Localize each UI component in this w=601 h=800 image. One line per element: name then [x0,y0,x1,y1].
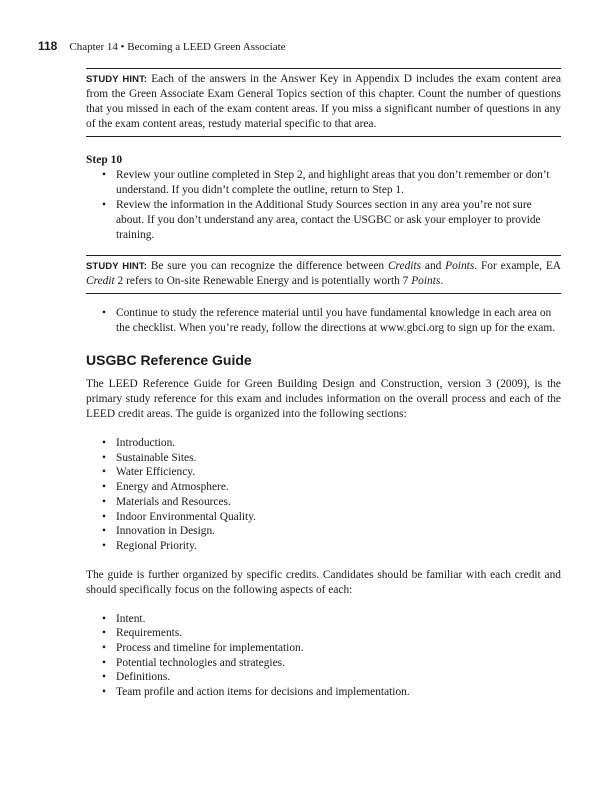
section-heading: USGBC Reference Guide [86,352,252,368]
list-item: • Review your outline completed in Step 2, and highlight areas that you don’t remember or don’t understand. If you didn’t complete the outline, return to Step 1. [102,169,550,196]
list-item: • Intent. [102,612,146,625]
bullet-icon: • [102,612,106,625]
bullet-icon: • [102,437,106,449]
bullet-icon: • [102,481,106,494]
list-item: • Process and timeline for implementation. [102,642,304,655]
paragraph-further: The guide is further organized by specific credits. Candidates should be familiar with each credit and should specifically focus on the following aspects of each: [86,568,561,596]
page-content [86,68,561,700]
step-bullet-list [86,168,561,243]
continue-bullet-list [86,306,561,336]
list-item: • Sustainable Sites. [102,451,197,464]
list-item: • Team profile and action items for decisions and implementation. [102,686,410,699]
list-item: • Energy and Atmosphere. [102,481,229,494]
study-hint-box-2: STUDY HINT: Be sure you can recognize the difference between Credits and Points. For example, EA Credit 2 refers to On-site Renewable Energy and is potentially worth 7 Points. [86,255,561,294]
bullet-icon: • [102,199,106,211]
bullet-icon: • [102,307,106,319]
bullet-icon: • [102,525,106,538]
bullet-icon: • [102,510,106,523]
bullet-icon: • [102,642,106,655]
list-item: • Continue to study the reference material until you have fundamental knowledge in each area on the checklist. When you’re ready, follow the directions at www.gbci.org to sign up for the exam. [102,307,556,334]
list-item: • Requirements. [102,627,183,640]
bullet-icon: • [102,627,106,640]
list-item: • Innovation in Design. [102,525,216,538]
list-item: • Materials and Resources. [102,495,231,508]
list-item: • Indoor Environmental Quality. [102,510,257,523]
bullet-icon: • [102,451,106,464]
running-header [38,39,561,54]
page-number: 118 [38,39,58,53]
list-item: • Water Efficiency. [102,466,196,479]
bullet-icon: • [102,686,106,699]
study-hint-text: Each of the answers in the Answer Key in Appendix D includes the exam content area from the Green Associate Exam General Topics section of this chapter. Count the number of questions that you missed in each of the exam content areas. If you miss a significant number of questions in any of the exam content areas, restudy material specific to that area. [86,73,561,130]
chapter-title: Chapter 14 • Becoming a LEED Green Associate [69,41,286,53]
bullet-icon: • [102,169,106,181]
list-item: • Definitions. [102,671,171,684]
bullet-icon: • [102,539,106,552]
study-hint-label: STUDY HINT: [86,74,148,85]
step-title: Step 10 [86,154,123,166]
bullet-icon: • [102,656,106,669]
bullet-icon: • [102,495,106,508]
sections-list [86,436,561,554]
paragraph-intro: The LEED Reference Guide for Green Building Design and Construction, version 3 (2009), is the primary study reference for this exam and includes information on the overall process and each of the LEED credit areas. The guide is organized into the following sections: [86,378,561,420]
bullet-icon: • [102,466,106,479]
study-hint-box [86,68,561,137]
list-item: • Regional Priority. [102,539,197,552]
list-item: • Potential technologies and strategies. [102,656,285,669]
study-hint-label: STUDY HINT: [86,261,148,272]
list-item: • Introduction. [102,437,176,449]
bullet-icon: • [102,671,106,684]
list-item: • Review the information in the Additional Study Sources section in any area you’re not sure about. If you don’t understand any area, contact the USGBC or ask your employer to provide training. [102,199,541,241]
aspects-list [86,612,561,700]
